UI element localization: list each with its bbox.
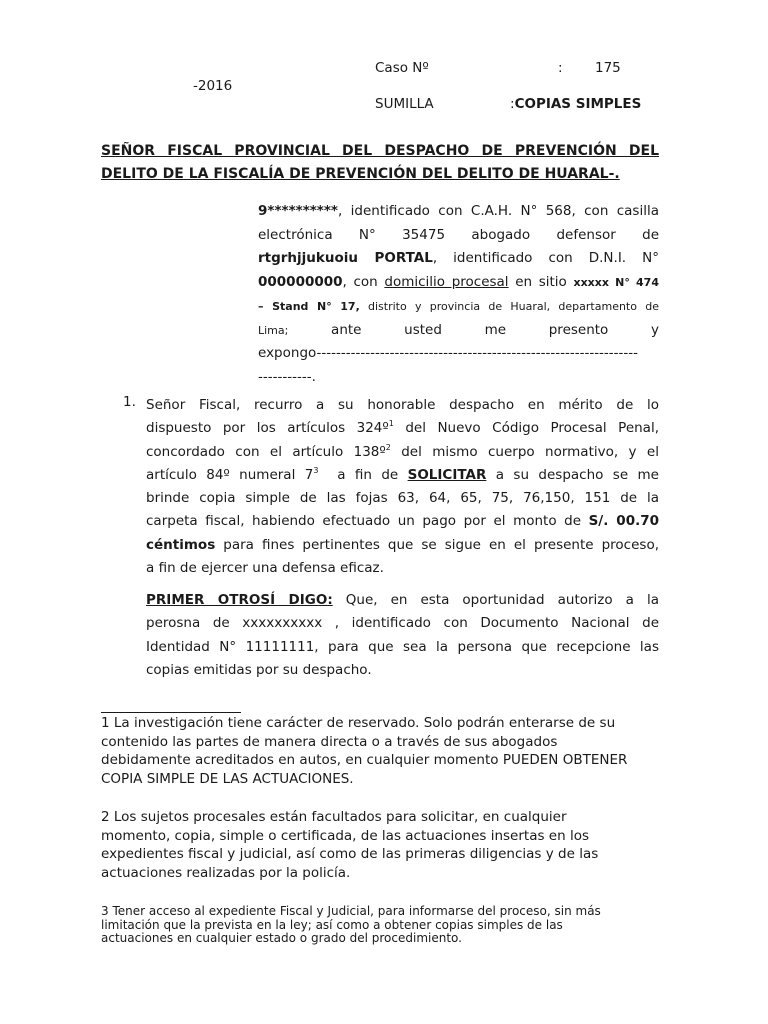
- otrosi-line: Identidad N° 11111111, para que sea la persona que recepcione las: [146, 638, 659, 655]
- caso-year: -2016: [193, 78, 233, 94]
- item-line: brinde copia simple de las fojas 63, 64, 65, 75, 76,150, 151 de la: [146, 490, 659, 507]
- intro-text: distrito y provincia de Huaral, departamento de: [359, 299, 659, 313]
- amount-value: S/. 00.70: [588, 513, 659, 530]
- sumilla-value: COPIAS SIMPLES: [514, 96, 642, 112]
- item-line: a fin de ejercer una defensa eficaz.: [146, 560, 384, 577]
- footnote-line: COPIA SIMPLE DE LAS ACTUACIONES.: [101, 770, 354, 787]
- otrosi-text: Que, en esta oportunidad autorizo a la: [332, 592, 659, 608]
- document-title: [101, 140, 659, 186]
- footnote-line: momento, copia, simple o certificada, de las actuaciones insertas en los: [101, 827, 589, 844]
- otrosi-paragraph: [146, 589, 659, 682]
- intro-line: electrónica N° 35475 abogado defensor de: [258, 226, 659, 243]
- footnote-line: actuaciones en cualquier estado o grado del procedimiento.: [101, 931, 462, 945]
- item-text: dispuesto por los artículos 324º: [146, 420, 389, 437]
- otrosi-label: PRIMER OTROSÍ DIGO:: [146, 592, 333, 608]
- footnote-1: [101, 714, 661, 788]
- footnote-line: contenido las partes de manera directa o a través de sus abogados: [101, 733, 558, 750]
- intro-line: expongo------------------------------------------------------------------: [258, 345, 639, 362]
- footnote-line: expedientes fiscal y judicial, así como de las primeras diligencias y de las: [101, 846, 599, 862]
- caso-label: Caso Nº: [375, 60, 429, 76]
- intro-text: , identificado con D.N.I. N°: [432, 250, 659, 267]
- footnote-line: actuaciones realizadas por la policía.: [101, 864, 351, 881]
- footnote-line: 2 Los sujetos procesales están facultados para solicitar, en cualquier: [101, 809, 567, 825]
- otrosi-line: perosna de xxxxxxxxxx , identificado con Documento Nacional de: [146, 615, 659, 632]
- amount-unit: céntimos: [146, 536, 216, 553]
- caso-colon: :: [558, 60, 563, 76]
- item-text: concordado con el artículo 138º: [146, 443, 386, 460]
- footnote-separator: [101, 712, 241, 713]
- sumilla-colon: :: [510, 96, 515, 112]
- item-text: a fin de: [318, 466, 408, 483]
- item-line: Señor Fiscal, recurro a su honorable despacho en mérito de lo: [146, 397, 659, 413]
- intro-paragraph: [258, 200, 659, 390]
- lawyer-name: 9**********: [258, 203, 338, 219]
- intro-text: , con: [342, 274, 385, 291]
- item-text: carpeta fiscal, habiendo efectuado un pago por el monto de: [146, 513, 589, 530]
- intro-text: en sitio: [508, 274, 574, 291]
- caso-number: 175: [595, 60, 621, 76]
- dni-number: 000000000: [258, 274, 343, 291]
- address-part-1: xxxxx N° 474: [573, 276, 659, 290]
- intro-line: -----------.: [258, 368, 316, 385]
- intro-lima: Lima;: [258, 323, 289, 337]
- item-text: a su despacho se me: [486, 466, 659, 483]
- client-name: rtgrhjjukuoiu PORTAL: [258, 250, 433, 267]
- item-text: artículo 84º numeral 7: [146, 466, 314, 483]
- footnote-2: [101, 808, 661, 882]
- footnote-line: limitación que la prevista en la ley; así como a obtener copias simples de las: [101, 917, 563, 932]
- item-text: del mismo cuerpo normativo, y el: [390, 443, 659, 460]
- intro-text: ante usted me presento y: [288, 321, 659, 338]
- item-1-paragraph: [146, 394, 659, 580]
- title-line-1: SEÑOR FISCAL PROVINCIAL DEL DESPACHO DE PREVENCIÓN DEL: [101, 143, 659, 159]
- footnote-line: debidamente acreditados en autos, en cualquier momento PUEDEN OBTENER: [101, 752, 628, 768]
- title-line-2: DELITO DE LA FISCALÍA DE PREVENCIÓN DEL DELITO DE HUARAL-.: [101, 166, 620, 182]
- footnote-ref: 2: [385, 442, 391, 452]
- footnote-ref: 3: [313, 465, 319, 475]
- item-text: para fines pertinentes que se sigue en el presente proceso,: [215, 536, 659, 553]
- otrosi-line: copias emitidas por su despacho.: [146, 661, 372, 678]
- sumilla-label: SUMILLA: [375, 96, 434, 112]
- footnote-ref: 1: [388, 419, 394, 429]
- intro-text: , identificado con C.A.H. N° 568, con casilla: [338, 203, 659, 219]
- address-part-2: – Stand N° 17,: [258, 299, 360, 313]
- footnote-3: [101, 905, 661, 946]
- domicilio-procesal: domicilio procesal: [384, 274, 509, 291]
- item-text: del Nuevo Código Procesal Penal,: [393, 420, 659, 437]
- item-number: 1.: [123, 394, 136, 410]
- sumilla-value-wrap: [510, 96, 641, 112]
- solicitar-keyword: SOLICITAR: [407, 466, 487, 483]
- footnote-line: 1 La investigación tiene carácter de reservado. Solo podrán enterarse de su: [101, 715, 616, 731]
- footnote-line: 3 Tener acceso al expediente Fiscal y Judicial, para informarse del proceso, sin más: [101, 904, 601, 918]
